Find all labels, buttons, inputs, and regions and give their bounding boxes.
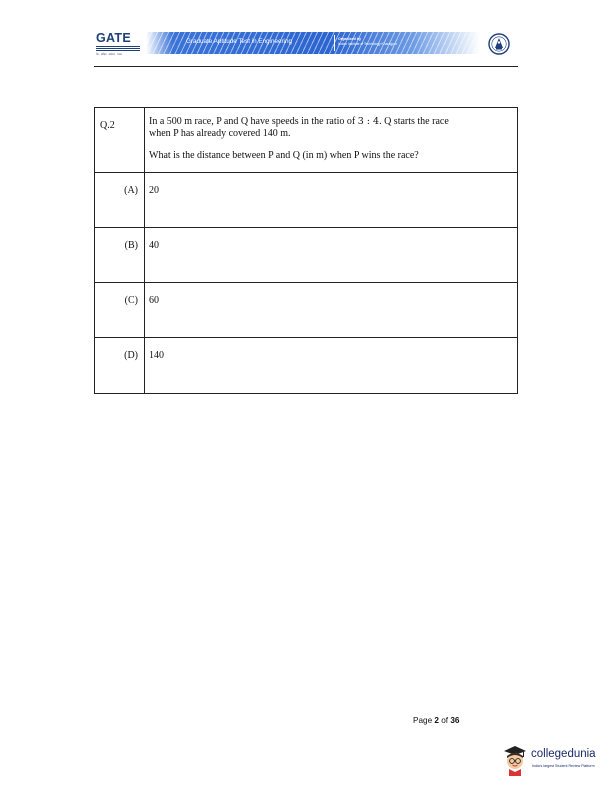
page-number: [413, 716, 459, 725]
question-text-line2: when P has already covered 140 m.: [149, 128, 291, 139]
gate-logo-text: GATE: [96, 31, 131, 45]
option-label: (C): [95, 283, 145, 338]
organised-by-label: Organised by: [338, 37, 361, 41]
question-body: [145, 108, 518, 173]
page-total: 36: [450, 716, 460, 725]
collegedunia-wordmark: collegedunia: [531, 748, 596, 760]
option-value: 20: [145, 173, 518, 228]
option-label: (D): [95, 338, 145, 394]
iit-emblem-icon: [488, 33, 510, 55]
banner-title: Graduate Aptitude Test in Engineering: [186, 38, 292, 45]
question-row: [95, 108, 518, 173]
page-prefix: Page: [413, 716, 435, 725]
question-number: Q.2: [95, 108, 145, 173]
option-label: (B): [95, 228, 145, 283]
collegedunia-logo: [500, 744, 610, 780]
banner-divider: [334, 35, 335, 51]
option-row-d[interactable]: [95, 338, 518, 394]
gate-logo-stripes: [96, 46, 140, 51]
option-row-c[interactable]: [95, 283, 518, 338]
speed-ratio: 3 : 4: [357, 116, 380, 127]
question-text-part2: . Q starts the race: [379, 116, 449, 127]
gate-logo: [96, 32, 144, 56]
banner-organiser: [338, 37, 397, 47]
question-text-part1: In a 500 m race, P and Q have speeds in the ratio of: [149, 116, 358, 127]
graduate-mascot-icon: [502, 744, 528, 776]
page-of: of: [438, 716, 451, 725]
organiser-name: Indian Institute of Technology Kharagpur: [338, 42, 397, 46]
option-row-b[interactable]: [95, 228, 518, 283]
collegedunia-tagline: India's largest Student Review Platform: [532, 764, 595, 768]
question-table: [94, 107, 518, 394]
page-current: 2: [434, 716, 439, 725]
header-banner: [146, 32, 480, 54]
option-label: (A): [95, 173, 145, 228]
option-row-a[interactable]: [95, 173, 518, 228]
option-value: 60: [145, 283, 518, 338]
header-rule: [94, 66, 518, 67]
option-value: 140: [145, 338, 518, 394]
gate-logo-tagline: गेट · परीक्षा · संस्थान · भारत: [96, 53, 122, 56]
question-text: [149, 116, 511, 140]
question-prompt: What is the distance between P and Q (in m) when P wins the race?: [149, 150, 419, 161]
option-value: 40: [145, 228, 518, 283]
